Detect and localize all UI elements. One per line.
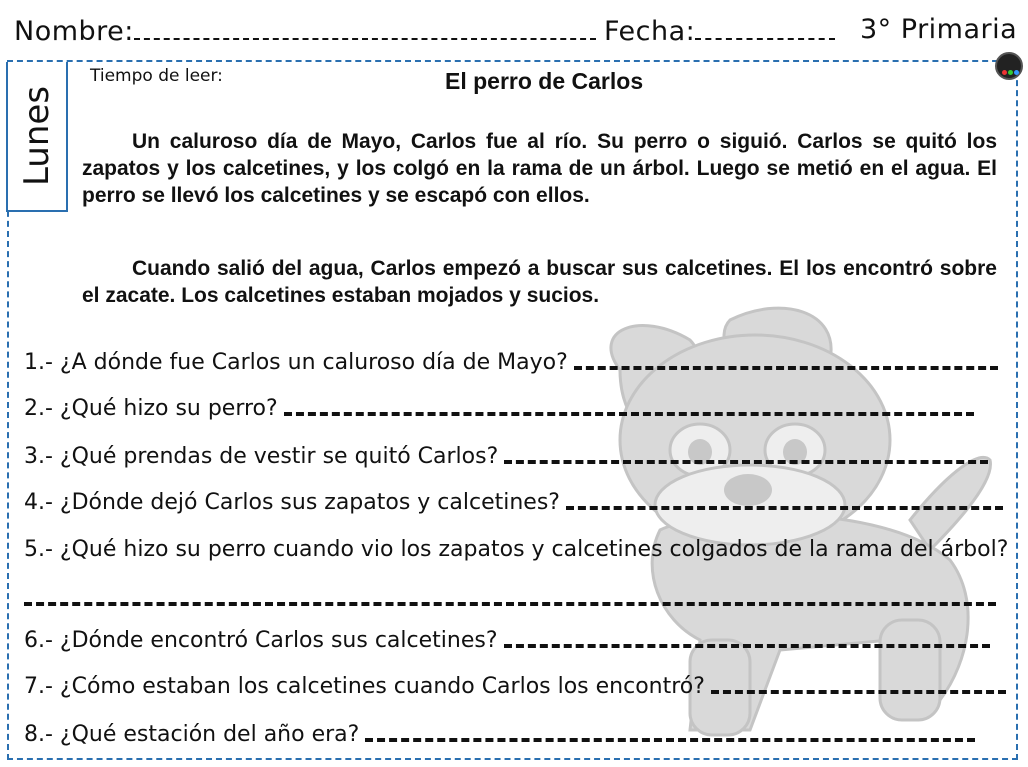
name-blank[interactable]	[134, 14, 596, 40]
answer-line-6[interactable]	[504, 642, 990, 648]
question-1	[24, 350, 998, 375]
question-2-text: 2.- ¿Qué hizo su perro?	[24, 396, 278, 421]
name-label: Nombre:	[14, 16, 134, 47]
question-4-text: 4.- ¿Dónde dejó Carlos sus zapatos y calcetines?	[24, 490, 560, 515]
story-paragraph-1-text: Un caluroso día de Mayo, Carlos fue al río. Su perro o siguió. Carlos se quitó los zapatos y los calcetines, y los colgó en la rama de un árbol. Luego se metió en el agua. El perro se llevó los calcetines y se escapó con ellos.	[82, 130, 997, 207]
answer-line-1[interactable]	[574, 364, 998, 370]
reading-time-label: Tiempo de leer:	[90, 66, 223, 86]
name-field[interactable]	[14, 14, 596, 47]
date-field[interactable]	[604, 14, 835, 47]
worksheet-header	[14, 14, 1019, 50]
date-blank[interactable]	[695, 14, 835, 40]
question-8-text: 8.- ¿Qué estación del año era?	[24, 722, 360, 747]
question-4	[24, 490, 1003, 515]
grade-label: 3° Primaria	[860, 14, 1018, 45]
date-label: Fecha:	[604, 16, 696, 47]
story-paragraph-2	[82, 255, 997, 309]
answer-line-5[interactable]	[24, 600, 996, 606]
answer-line-4[interactable]	[566, 504, 1003, 510]
answer-line-3[interactable]	[504, 458, 988, 464]
answer-line-7[interactable]	[711, 688, 1006, 694]
day-label: Lunes	[17, 85, 57, 187]
question-1-text: 1.- ¿A dónde fue Carlos un caluroso día de Mayo?	[24, 350, 568, 375]
story-paragraph-2-text: Cuando salió del agua, Carlos empezó a buscar sus calcetines. El los encontró sobre el zacate. Los calcetines estaban mojados y sucios.	[82, 257, 997, 307]
question-7	[24, 674, 1006, 699]
answer-line-8[interactable]	[365, 736, 975, 742]
question-6	[24, 628, 990, 653]
question-7-text: 7.- ¿Cómo estaban los calcetines cuando Carlos los encontró?	[24, 674, 705, 699]
question-5	[24, 537, 1014, 562]
question-6-text: 6.- ¿Dónde encontró Carlos sus calcetines?	[24, 628, 498, 653]
answer-line-2[interactable]	[284, 410, 974, 416]
story-title: El perro de Carlos	[445, 68, 644, 94]
question-5-text: 5.- ¿Qué hizo su perro cuando vio los zapatos y calcetines colgados de la rama del árbol?	[24, 537, 1009, 562]
question-8	[24, 722, 975, 747]
story-paragraph-1	[82, 128, 997, 209]
question-3	[24, 444, 988, 469]
question-3-text: 3.- ¿Qué prendas de vestir se quitó Carlos?	[24, 444, 499, 469]
brand-logo-icon	[995, 52, 1023, 80]
day-tab	[6, 62, 68, 212]
question-2	[24, 396, 974, 421]
